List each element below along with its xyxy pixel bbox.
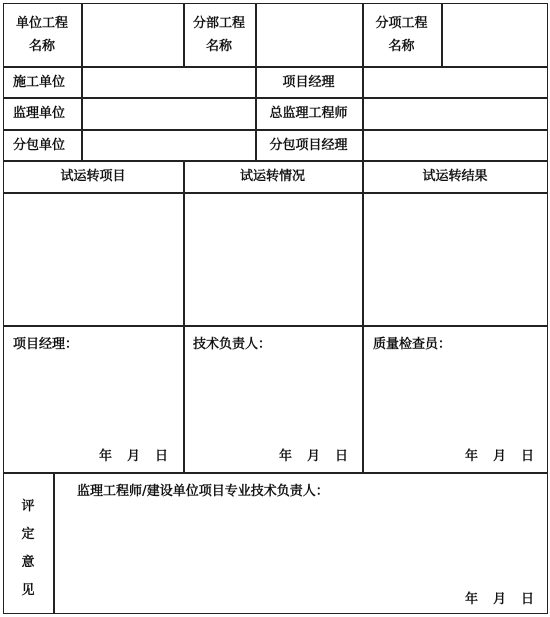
sign-project-manager-label: 项目经理： [13,337,79,352]
subcontract-manager-value[interactable] [364,131,546,159]
evaluation-content-area[interactable] [56,503,546,583]
item-project-label: 分项工程 名称 [375,16,428,54]
evaluation-side-label: 评 定 意 见 [21,499,35,598]
row-divider [3,325,548,327]
construction-unit-label: 施工单位 [13,75,66,90]
sign-technical-lead-label: 技术负责人： [193,337,272,352]
evaluation-signer-label: 监理工程师/建设单位项目专业技术负责人： [77,484,329,499]
trial-run-item-cell[interactable] [5,194,182,324]
sign-project-manager-date: 年 月 日 [99,449,170,464]
item-project-value[interactable] [443,5,546,64]
unit-project-label: 单位工程 名称 [15,16,68,54]
trial-run-record-form [3,3,548,614]
row-divider [3,472,548,474]
trial-run-result-cell[interactable] [364,194,546,324]
trial-run-status-cell[interactable] [185,194,361,324]
sign-technical-lead-date: 年 月 日 [279,449,350,464]
trial-run-result-header: 试运转结果 [422,169,488,184]
chief-supervisor-label: 总监理工程师 [269,106,348,121]
subcontract-unit-label: 分包单位 [13,138,66,153]
supervision-unit-value[interactable] [83,99,253,128]
evaluation-date: 年 月 日 [465,592,536,607]
project-manager-value[interactable] [364,68,546,96]
construction-unit-value[interactable] [83,68,253,96]
chief-supervisor-value[interactable] [364,99,546,128]
sign-quality-inspector-date: 年 月 日 [465,449,536,464]
sign-quality-inspector-label: 质量检查员： [373,337,452,352]
division-project-value[interactable] [257,5,360,64]
row-divider [3,160,548,162]
subcontract-unit-value[interactable] [83,131,253,159]
project-manager-label: 项目经理 [282,75,335,90]
subcontract-manager-label: 分包项目经理 [269,138,348,153]
trial-run-status-header: 试运转情况 [239,169,305,184]
unit-project-value[interactable] [83,5,181,64]
division-project-label: 分部工程 名称 [192,16,245,54]
supervision-unit-label: 监理单位 [13,106,66,121]
trial-run-item-header: 试运转项目 [60,169,126,184]
col-divider [53,472,55,614]
